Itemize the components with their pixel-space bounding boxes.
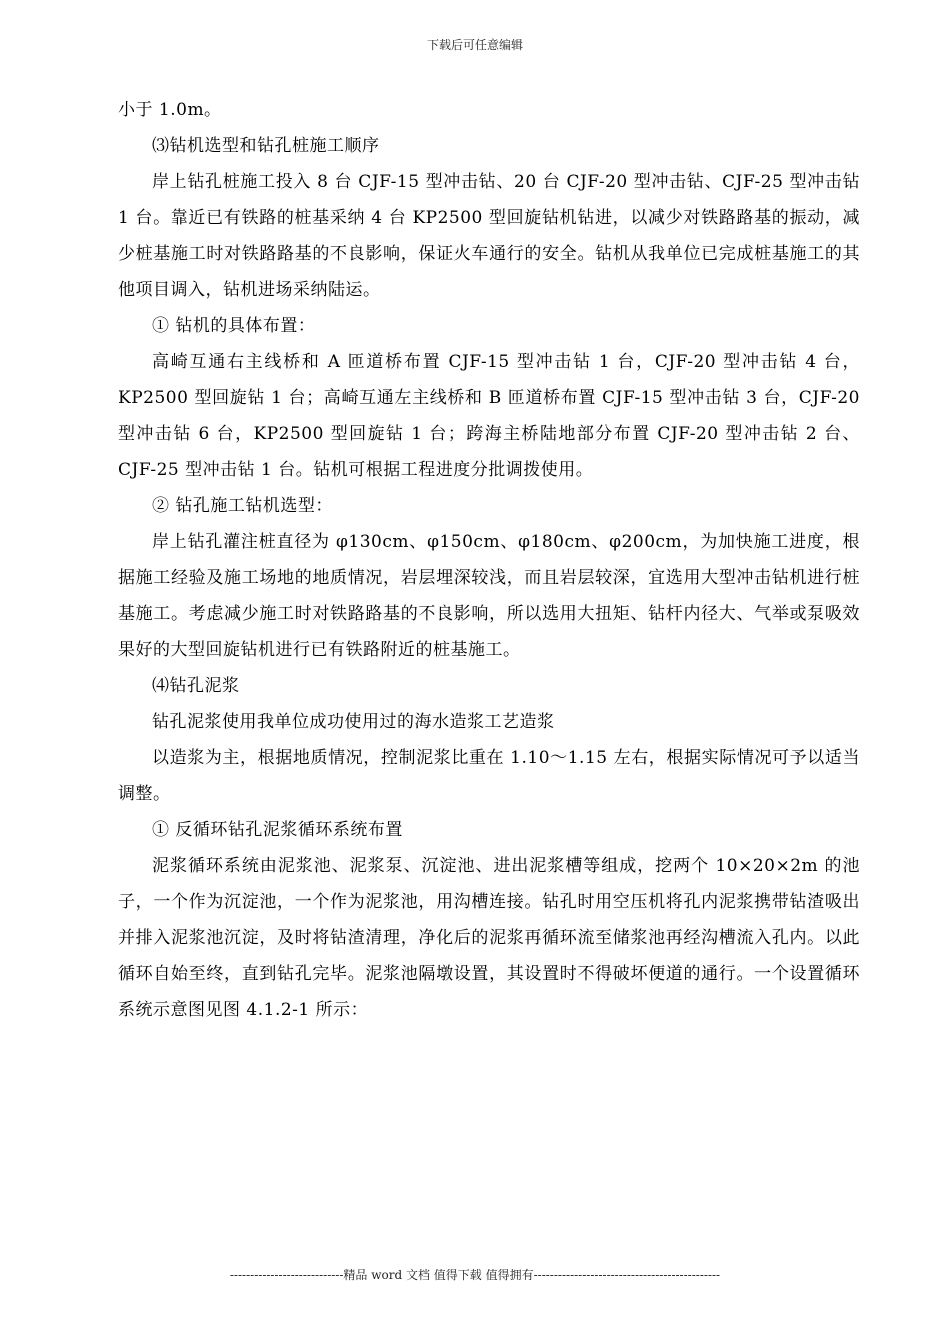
paragraph-mud-circulation: 泥浆循环系统由泥浆池、泥浆泵、沉淀池、进出泥浆槽等组成，挖两个 10×20×2m 的池子，一个作为沉淀池，一个作为泥浆池，用沟槽连接。钻孔时用空压机将孔内泥浆携带钻渣吸出并排入泥浆池沉淀，及时将钻渣清理，净化后的泥浆再循环流至储浆池再经沟槽流入孔内。以此循环自始至终，直到钻孔完毕。泥浆池隔墩设置，其设置时不得破坏便道的通行。一个设置循环系统示意图见图 4.1.2-1 所示： (118, 856, 860, 1020)
page-header: 下载后可任意编辑 (426, 38, 523, 52)
section-heading-drilling-mud: ⑷钻孔泥浆 (152, 676, 240, 696)
paragraph-drill-layout: 高崎互通右主线桥和 A 匝道桥布置 CJF-15 型冲击钻 1 台，CJF-20 型冲击钻 4 台，KP2500 型回旋钻 1 台；高崎互通左主线桥和 B 匝道桥布置 CJF-15 型冲击钻 3 台，CJF-20 型冲击钻 6 台，KP2500 型回旋钻 1 台；跨海主桥陆地部分布置 CJF-20 型冲击钻 2 台、CJF-25 型冲击钻 1 台。钻机可根据工程进度分批调拨使用。 (118, 352, 860, 480)
section-heading-drill-selection: ⑶钻机选型和钻孔桩施工顺序 (152, 136, 380, 156)
page-footer: ----------------------------精品 word 文档 值得下载 值得拥有---------------------------------------------- (229, 1268, 721, 1282)
subheading-drill-layout: ① 钻机的具体布置： (152, 316, 316, 336)
paragraph-drill-type-selection: 岸上钻孔灌注桩直径为 φ130cm、φ150cm、φ180cm、φ200cm，为加快施工进度，根据施工经验及施工场地的地质情况，岩层埋深较浅，而且岩层较深，宜选用大型冲击钻机进行桩基施工。考虑减少施工时对铁路路基的不良影响，所以选用大扭矩、钻杆内径大、气举或泵吸效果好的大型回旋钻机进行已有铁路附近的桩基施工。 (118, 532, 860, 660)
document-body (118, 92, 860, 1028)
paragraph-mud-density: 以造浆为主，根据地质情况，控制泥浆比重在 1.10～1.15 左右，根据实际情况可予以适当调整。 (118, 748, 860, 804)
paragraph-continuation: 小于 1.0m。 (118, 100, 222, 120)
subheading-mud-circulation: ① 反循环钻孔泥浆循环系统布置 (152, 820, 403, 840)
subheading-drill-type-selection: ② 钻孔施工钻机选型： (152, 496, 333, 516)
paragraph-drill-deployment: 岸上钻孔桩施工投入 8 台 CJF-15 型冲击钻、20 台 CJF-20 型冲击钻、CJF-25 型冲击钻 1 台。靠近已有铁路的桩基采纳 4 台 KP2500 型回旋钻机钻进，以减少对铁路路基的振动，减少桩基施工时对铁路路基的不良影响，保证火车通行的安全。钻机从我单位已完成桩基施工的其他项目调入，钻机进场采纳陆运。 (118, 172, 860, 300)
paragraph-mud-process: 钻孔泥浆使用我单位成功使用过的海水造浆工艺造浆 (152, 712, 555, 732)
